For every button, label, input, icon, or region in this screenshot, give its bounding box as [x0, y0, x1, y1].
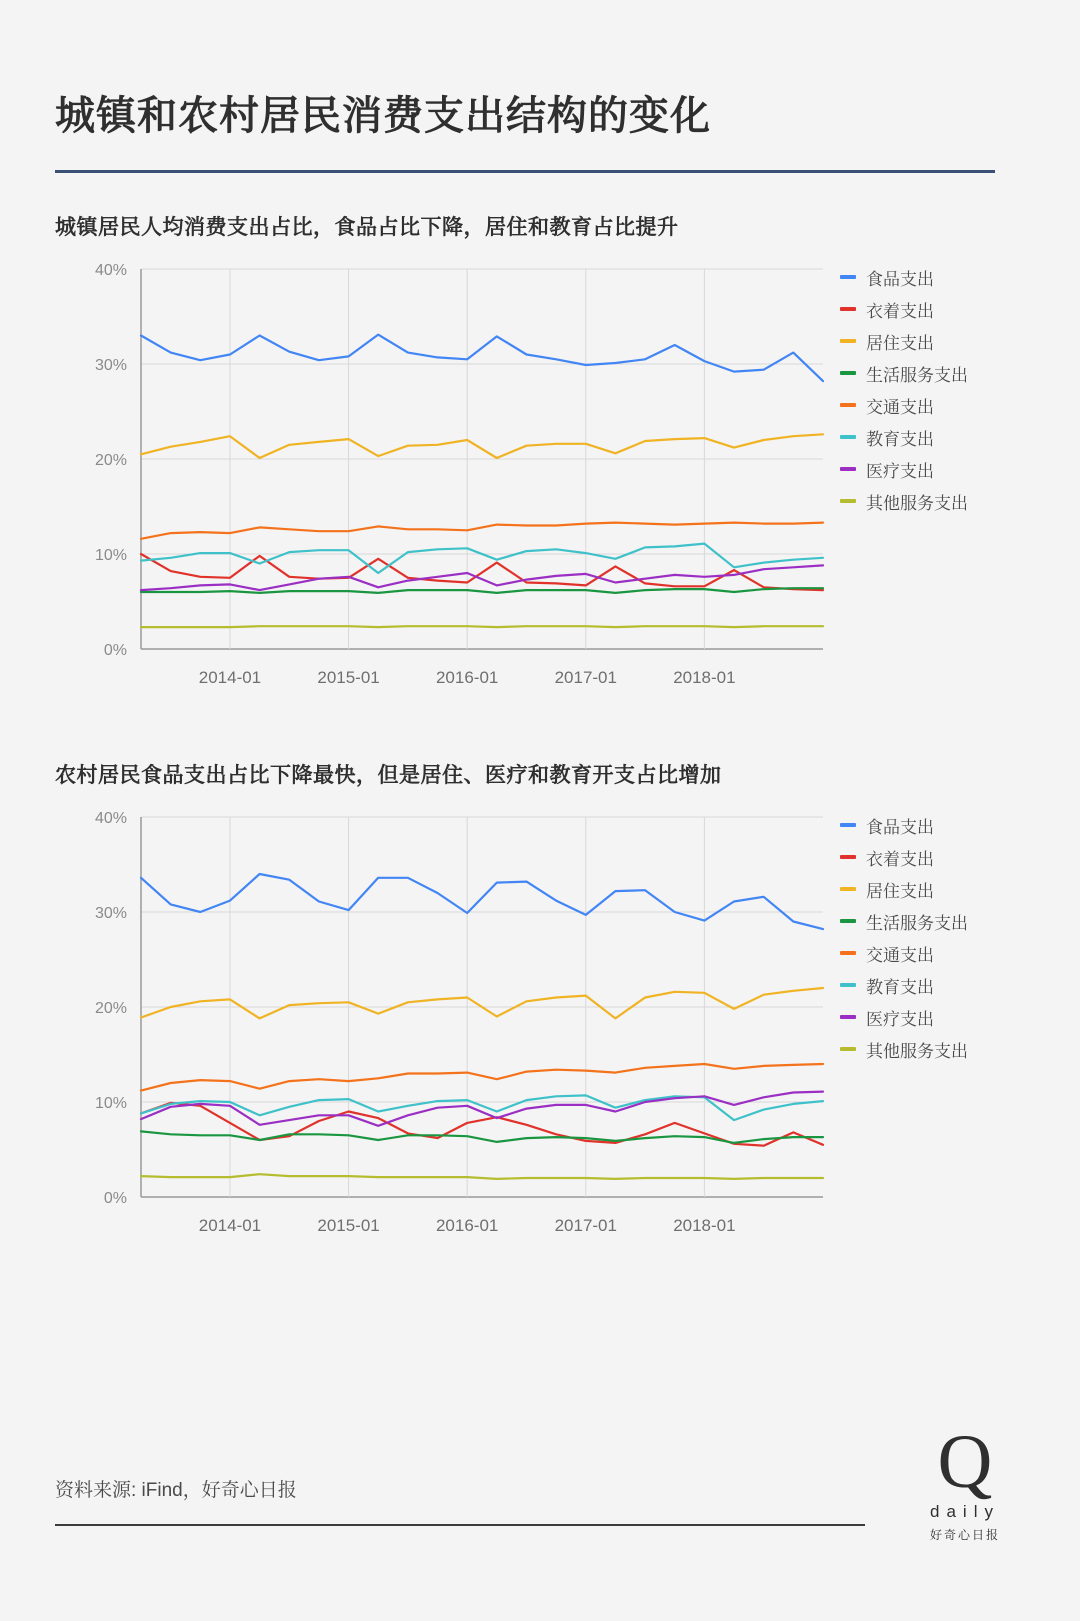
- x-tick-label: 2016-01: [435, 668, 499, 687]
- legend-swatch-icon: [840, 1047, 856, 1051]
- x-tick-label: 2015-01: [317, 1216, 380, 1235]
- legend-swatch-icon: [840, 275, 856, 279]
- legend-label: 生活服务支出: [866, 365, 968, 385]
- legend-label: 教育支出: [866, 977, 934, 997]
- source-text: 资料来源: iFind，好奇心日报: [55, 1480, 297, 1501]
- legend-item[interactable]: [840, 325, 1020, 357]
- legend-label: 居住支出: [866, 881, 934, 901]
- y-tick-label: 40%: [94, 262, 127, 279]
- chart-title-rural: 农村居民食品支出占比下降最快，但是居住、医疗和教育开支占比增加: [55, 764, 722, 787]
- legend-swatch-icon: [840, 307, 856, 311]
- legend-label: 其他服务支出: [866, 1041, 968, 1061]
- legend-swatch-icon: [840, 855, 856, 859]
- logo-q-mark: Q: [937, 1420, 993, 1504]
- legend-item[interactable]: [840, 485, 1020, 517]
- legend-swatch-icon: [840, 499, 856, 503]
- legend-item[interactable]: [840, 1001, 1020, 1033]
- legend-label: 衣着支出: [866, 849, 934, 869]
- y-tick-label: 30%: [94, 905, 127, 922]
- legend-item[interactable]: [840, 841, 1020, 873]
- series-line: [141, 335, 823, 382]
- legend-label: 交通支出: [866, 397, 934, 417]
- logo-wordmark: daily: [930, 1502, 1000, 1521]
- legend-item[interactable]: [840, 389, 1020, 421]
- legend-label: 医疗支出: [866, 1009, 934, 1029]
- legend-swatch-icon: [840, 339, 856, 343]
- logo-chinese-name: 好奇心日报: [929, 1528, 1000, 1542]
- legend-item[interactable]: [840, 357, 1020, 389]
- legend-item[interactable]: [840, 905, 1020, 937]
- series-line: [141, 554, 823, 590]
- chart-title-urban: 城镇居民人均消费支出占比，食品占比下降，居住和教育占比提升: [55, 216, 679, 239]
- legend-swatch-icon: [840, 467, 856, 471]
- chart-legend-rural: [840, 809, 1020, 1065]
- y-tick-label: 40%: [94, 810, 127, 827]
- footer: [55, 1475, 1025, 1526]
- legend-item[interactable]: [840, 293, 1020, 325]
- series-line: [141, 988, 823, 1018]
- brand-logo: [910, 1420, 1020, 1543]
- legend-label: 食品支出: [866, 269, 934, 289]
- y-tick-label: 20%: [94, 452, 127, 469]
- legend-item[interactable]: [840, 873, 1020, 905]
- x-tick-label: 2014-01: [198, 668, 262, 687]
- legend-item[interactable]: [840, 421, 1020, 453]
- y-tick-label: 0%: [103, 1190, 127, 1207]
- legend-swatch-icon: [840, 1015, 856, 1019]
- legend-item[interactable]: [840, 969, 1020, 1001]
- legend-item[interactable]: [840, 1033, 1020, 1065]
- series-line: [141, 1174, 823, 1179]
- x-tick-label: 2017-01: [554, 1216, 617, 1235]
- series-line: [141, 626, 823, 627]
- legend-label: 其他服务支出: [866, 493, 968, 513]
- title-divider: [55, 170, 995, 173]
- legend-swatch-icon: [840, 403, 856, 407]
- y-tick-label: 10%: [94, 1095, 127, 1112]
- y-tick-label: 0%: [103, 642, 127, 659]
- y-tick-label: 20%: [94, 1000, 127, 1017]
- legend-item[interactable]: [840, 453, 1020, 485]
- legend-swatch-icon: [840, 435, 856, 439]
- legend-swatch-icon: [840, 887, 856, 891]
- legend-label: 食品支出: [866, 817, 934, 837]
- series-line: [141, 523, 823, 539]
- series-line: [141, 1095, 823, 1120]
- legend-label: 生活服务支出: [866, 913, 968, 933]
- legend-label: 交通支出: [866, 945, 934, 965]
- y-tick-label: 10%: [94, 547, 127, 564]
- line-chart-rural: [55, 799, 845, 1269]
- chart-legend-urban: [840, 261, 1020, 517]
- x-tick-label: 2016-01: [435, 1216, 499, 1235]
- legend-swatch-icon: [840, 371, 856, 375]
- x-tick-label: 2017-01: [554, 668, 617, 687]
- footer-divider: [55, 1524, 865, 1526]
- legend-swatch-icon: [840, 919, 856, 923]
- chart-section-rural: [55, 759, 1025, 1269]
- page-title: 城镇和农村居民消费支出结构的变化: [55, 94, 711, 138]
- series-line: [141, 1064, 823, 1091]
- chart-canvas-urban: [55, 251, 845, 721]
- chart-wrap-urban: [55, 251, 1020, 721]
- series-line: [141, 434, 823, 458]
- x-tick-label: 2018-01: [673, 668, 736, 687]
- legend-label: 衣着支出: [866, 301, 934, 321]
- series-line: [141, 874, 823, 929]
- line-chart-urban: [55, 251, 845, 721]
- legend-label: 居住支出: [866, 333, 934, 353]
- series-line: [141, 1131, 823, 1143]
- y-tick-label: 30%: [94, 357, 127, 374]
- series-line: [141, 588, 823, 593]
- x-tick-label: 2014-01: [198, 1216, 262, 1235]
- x-tick-label: 2015-01: [317, 668, 380, 687]
- legend-label: 教育支出: [866, 429, 934, 449]
- chart-canvas-rural: [55, 799, 845, 1269]
- legend-swatch-icon: [840, 823, 856, 827]
- chart-wrap-rural: [55, 799, 1020, 1269]
- x-tick-label: 2018-01: [673, 1216, 736, 1235]
- legend-label: 医疗支出: [866, 461, 934, 481]
- legend-swatch-icon: [840, 951, 856, 955]
- chart-section-urban: [55, 211, 1025, 721]
- legend-item[interactable]: [840, 809, 1020, 841]
- legend-swatch-icon: [840, 983, 856, 987]
- legend-item[interactable]: [840, 937, 1020, 969]
- legend-item[interactable]: [840, 261, 1020, 293]
